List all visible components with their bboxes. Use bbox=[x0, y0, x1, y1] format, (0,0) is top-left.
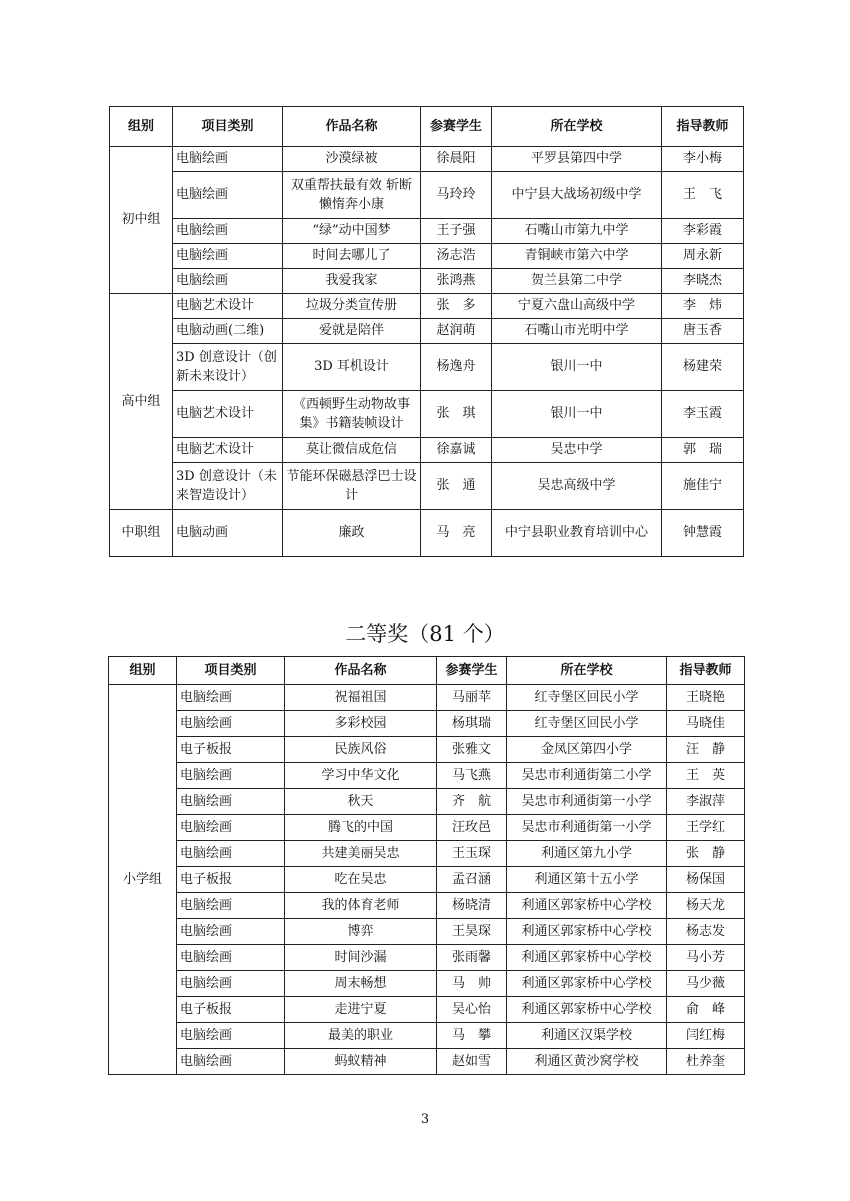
table-row bbox=[110, 344, 744, 391]
teacher-cell: 李小梅 bbox=[662, 147, 744, 172]
title-cell: 蚂蚁精神 bbox=[285, 1049, 437, 1075]
student-cell: 汪玫邑 bbox=[437, 815, 507, 841]
title-cell: 秋天 bbox=[285, 789, 437, 815]
title-cell: 学习中华文化 bbox=[285, 763, 437, 789]
group-cell: 中职组 bbox=[110, 510, 173, 557]
teacher-cell: 王 英 bbox=[667, 763, 745, 789]
category-cell: 电脑艺术设计 bbox=[173, 391, 283, 438]
student-cell: 齐 航 bbox=[437, 789, 507, 815]
table-row bbox=[109, 685, 745, 711]
student-cell: 杨琪瑞 bbox=[437, 711, 507, 737]
school-cell: 利通区郭家桥中心学校 bbox=[507, 997, 667, 1023]
category-cell: 电脑动画 bbox=[173, 510, 283, 557]
school-cell: 利通区汉渠学校 bbox=[507, 1023, 667, 1049]
header-student: 参赛学生 bbox=[421, 107, 492, 147]
table-row bbox=[110, 244, 744, 269]
category-cell: 电子板报 bbox=[177, 867, 285, 893]
school-cell: 利通区郭家桥中心学校 bbox=[507, 945, 667, 971]
category-cell: 电脑绘画 bbox=[177, 1023, 285, 1049]
table-row bbox=[109, 867, 745, 893]
student-cell: 王子强 bbox=[421, 219, 492, 244]
title-cell: 腾飞的中国 bbox=[285, 815, 437, 841]
category-cell: 电脑绘画 bbox=[177, 919, 285, 945]
teacher-cell: 杨天龙 bbox=[667, 893, 745, 919]
school-cell: 宁夏六盘山高级中学 bbox=[492, 294, 662, 319]
table-row bbox=[109, 737, 745, 763]
table-row bbox=[110, 294, 744, 319]
header-category: 项目类别 bbox=[177, 657, 285, 685]
category-cell: 电脑绘画 bbox=[177, 893, 285, 919]
student-cell: 吴心怡 bbox=[437, 997, 507, 1023]
teacher-cell: 杨保国 bbox=[667, 867, 745, 893]
school-cell: 吴忠市利通街第二小学 bbox=[507, 763, 667, 789]
category-cell: 电脑绘画 bbox=[177, 763, 285, 789]
title-cell: “绿”动中国梦 bbox=[283, 219, 421, 244]
section-title-second-prize: 二等奖（81 个） bbox=[345, 622, 505, 646]
header-group: 组别 bbox=[110, 107, 173, 147]
title-cell: 我的体育老师 bbox=[285, 893, 437, 919]
category-cell: 电脑绘画 bbox=[177, 1049, 285, 1075]
student-cell: 汤志浩 bbox=[421, 244, 492, 269]
header-school: 所在学校 bbox=[507, 657, 667, 685]
school-cell: 贺兰县第二中学 bbox=[492, 269, 662, 294]
table-row bbox=[110, 438, 744, 463]
title-cell: 最美的职业 bbox=[285, 1023, 437, 1049]
teacher-cell: 李彩霞 bbox=[662, 219, 744, 244]
group-cell: 高中组 bbox=[110, 294, 173, 510]
school-cell: 银川一中 bbox=[492, 344, 662, 391]
category-cell: 电脑绘画 bbox=[177, 945, 285, 971]
header-group: 组别 bbox=[109, 657, 177, 685]
table-row bbox=[110, 172, 744, 219]
title-cell: 双重帮扶最有效 斩断懒惰奔小康 bbox=[283, 172, 421, 219]
school-cell: 吴忠高级中学 bbox=[492, 463, 662, 510]
school-cell: 利通区郭家桥中心学校 bbox=[507, 893, 667, 919]
table-header-row bbox=[110, 107, 744, 147]
category-cell: 电脑绘画 bbox=[173, 147, 283, 172]
school-cell: 红寺堡区回民小学 bbox=[507, 685, 667, 711]
category-cell: 电脑绘画 bbox=[177, 711, 285, 737]
table-row bbox=[109, 711, 745, 737]
teacher-cell: 闫红梅 bbox=[667, 1023, 745, 1049]
school-cell: 利通区黄沙窝学校 bbox=[507, 1049, 667, 1075]
category-cell: 电脑绘画 bbox=[173, 244, 283, 269]
table-row bbox=[109, 893, 745, 919]
teacher-cell: 杨建荣 bbox=[662, 344, 744, 391]
table-row bbox=[110, 391, 744, 438]
table-row bbox=[109, 763, 745, 789]
title-cell: 祝福祖国 bbox=[285, 685, 437, 711]
table-header-row bbox=[109, 657, 745, 685]
table-row bbox=[110, 219, 744, 244]
title-cell: 莫让微信成危信 bbox=[283, 438, 421, 463]
table-row bbox=[110, 269, 744, 294]
school-cell: 中宁县职业教育培训中心 bbox=[492, 510, 662, 557]
student-cell: 王玉琛 bbox=[437, 841, 507, 867]
category-cell: 3D 创意设计（创新未来设计） bbox=[173, 344, 283, 391]
header-title: 作品名称 bbox=[285, 657, 437, 685]
student-cell: 张鸿燕 bbox=[421, 269, 492, 294]
teacher-cell: 俞 峰 bbox=[667, 997, 745, 1023]
title-cell: 廉政 bbox=[283, 510, 421, 557]
table-row bbox=[110, 510, 744, 557]
award-table-first bbox=[109, 106, 744, 557]
student-cell: 赵润萌 bbox=[421, 319, 492, 344]
student-cell: 马 帅 bbox=[437, 971, 507, 997]
category-cell: 电脑艺术设计 bbox=[173, 438, 283, 463]
title-cell: 时间沙漏 bbox=[285, 945, 437, 971]
teacher-cell: 杜养奎 bbox=[667, 1049, 745, 1075]
school-cell: 利通区第九小学 bbox=[507, 841, 667, 867]
school-cell: 银川一中 bbox=[492, 391, 662, 438]
teacher-cell: 汪 静 bbox=[667, 737, 745, 763]
student-cell: 马 攀 bbox=[437, 1023, 507, 1049]
table-row bbox=[109, 997, 745, 1023]
title-cell: 时间去哪儿了 bbox=[283, 244, 421, 269]
table-row bbox=[109, 945, 745, 971]
school-cell: 吴忠市利通街第一小学 bbox=[507, 789, 667, 815]
category-cell: 电脑绘画 bbox=[177, 685, 285, 711]
student-cell: 杨逸舟 bbox=[421, 344, 492, 391]
school-cell: 利通区第十五小学 bbox=[507, 867, 667, 893]
table-row bbox=[109, 789, 745, 815]
teacher-cell: 马少薇 bbox=[667, 971, 745, 997]
student-cell: 徐嘉诚 bbox=[421, 438, 492, 463]
header-student: 参赛学生 bbox=[437, 657, 507, 685]
category-cell: 电脑艺术设计 bbox=[173, 294, 283, 319]
school-cell: 吴忠中学 bbox=[492, 438, 662, 463]
student-cell: 张雅文 bbox=[437, 737, 507, 763]
teacher-cell: 王晓艳 bbox=[667, 685, 745, 711]
category-cell: 电脑绘画 bbox=[173, 219, 283, 244]
award-table-second bbox=[108, 656, 745, 1075]
student-cell: 张 通 bbox=[421, 463, 492, 510]
header-school: 所在学校 bbox=[492, 107, 662, 147]
table-row bbox=[109, 1049, 745, 1075]
title-cell: 节能环保磁悬浮巴士设计 bbox=[283, 463, 421, 510]
table-row bbox=[109, 971, 745, 997]
school-cell: 吴忠市利通街第一小学 bbox=[507, 815, 667, 841]
teacher-cell: 周永新 bbox=[662, 244, 744, 269]
category-cell: 电子板报 bbox=[177, 737, 285, 763]
student-cell: 张 多 bbox=[421, 294, 492, 319]
teacher-cell: 王 飞 bbox=[662, 172, 744, 219]
table-row bbox=[109, 919, 745, 945]
student-cell: 赵如雪 bbox=[437, 1049, 507, 1075]
teacher-cell: 钟慧霞 bbox=[662, 510, 744, 557]
group-cell: 初中组 bbox=[110, 147, 173, 294]
title-cell: 民族风俗 bbox=[285, 737, 437, 763]
title-cell: 3D 耳机设计 bbox=[283, 344, 421, 391]
table-row bbox=[110, 319, 744, 344]
teacher-cell: 施佳宁 bbox=[662, 463, 744, 510]
header-teacher: 指导教师 bbox=[667, 657, 745, 685]
student-cell: 马丽苹 bbox=[437, 685, 507, 711]
header-teacher: 指导教师 bbox=[662, 107, 744, 147]
school-cell: 金凤区第四小学 bbox=[507, 737, 667, 763]
teacher-cell: 王学红 bbox=[667, 815, 745, 841]
school-cell: 利通区郭家桥中心学校 bbox=[507, 919, 667, 945]
title-cell: 我爱我家 bbox=[283, 269, 421, 294]
table-row bbox=[109, 815, 745, 841]
student-cell: 王昊琛 bbox=[437, 919, 507, 945]
teacher-cell: 唐玉香 bbox=[662, 319, 744, 344]
school-cell: 石嘴山市光明中学 bbox=[492, 319, 662, 344]
teacher-cell: 李玉霞 bbox=[662, 391, 744, 438]
table-row bbox=[109, 1023, 745, 1049]
student-cell: 徐晨阳 bbox=[421, 147, 492, 172]
student-cell: 马玲玲 bbox=[421, 172, 492, 219]
title-cell: 博弈 bbox=[285, 919, 437, 945]
group-cell: 小学组 bbox=[109, 685, 177, 1075]
student-cell: 孟召涵 bbox=[437, 867, 507, 893]
student-cell: 张雨馨 bbox=[437, 945, 507, 971]
title-cell: 多彩校园 bbox=[285, 711, 437, 737]
title-cell: 沙漠绿被 bbox=[283, 147, 421, 172]
category-cell: 电脑绘画 bbox=[177, 815, 285, 841]
school-cell: 石嘴山市第九中学 bbox=[492, 219, 662, 244]
category-cell: 电子板报 bbox=[177, 997, 285, 1023]
title-cell: 垃圾分类宣传册 bbox=[283, 294, 421, 319]
category-cell: 电脑绘画 bbox=[173, 269, 283, 294]
student-cell: 马 亮 bbox=[421, 510, 492, 557]
table-row bbox=[109, 841, 745, 867]
category-cell: 3D 创意设计（未来智造设计） bbox=[173, 463, 283, 510]
category-cell: 电脑动画(二维) bbox=[173, 319, 283, 344]
teacher-cell: 张 静 bbox=[667, 841, 745, 867]
school-cell: 中宁县大战场初级中学 bbox=[492, 172, 662, 219]
teacher-cell: 李淑萍 bbox=[667, 789, 745, 815]
school-cell: 平罗县第四中学 bbox=[492, 147, 662, 172]
table-row bbox=[110, 463, 744, 510]
teacher-cell: 李晓杰 bbox=[662, 269, 744, 294]
school-cell: 红寺堡区回民小学 bbox=[507, 711, 667, 737]
category-cell: 电脑绘画 bbox=[177, 971, 285, 997]
title-cell: 走进宁夏 bbox=[285, 997, 437, 1023]
page-number: 3 bbox=[420, 1112, 430, 1127]
teacher-cell: 郭 瑞 bbox=[662, 438, 744, 463]
category-cell: 电脑绘画 bbox=[177, 789, 285, 815]
teacher-cell: 马小芳 bbox=[667, 945, 745, 971]
school-cell: 利通区郭家桥中心学校 bbox=[507, 971, 667, 997]
student-cell: 杨晓清 bbox=[437, 893, 507, 919]
category-cell: 电脑绘画 bbox=[177, 841, 285, 867]
title-cell: 周末畅想 bbox=[285, 971, 437, 997]
teacher-cell: 马晓佳 bbox=[667, 711, 745, 737]
teacher-cell: 杨志发 bbox=[667, 919, 745, 945]
title-cell: 共建美丽吴忠 bbox=[285, 841, 437, 867]
title-cell: 吃在吴忠 bbox=[285, 867, 437, 893]
school-cell: 青铜峡市第六中学 bbox=[492, 244, 662, 269]
table-row bbox=[110, 147, 744, 172]
header-category: 项目类别 bbox=[173, 107, 283, 147]
header-title: 作品名称 bbox=[283, 107, 421, 147]
student-cell: 马飞燕 bbox=[437, 763, 507, 789]
title-cell: 《西顿野生动物故事集》书籍装帧设计 bbox=[283, 391, 421, 438]
category-cell: 电脑绘画 bbox=[173, 172, 283, 219]
title-cell: 爱就是陪伴 bbox=[283, 319, 421, 344]
teacher-cell: 李 炜 bbox=[662, 294, 744, 319]
student-cell: 张 琪 bbox=[421, 391, 492, 438]
